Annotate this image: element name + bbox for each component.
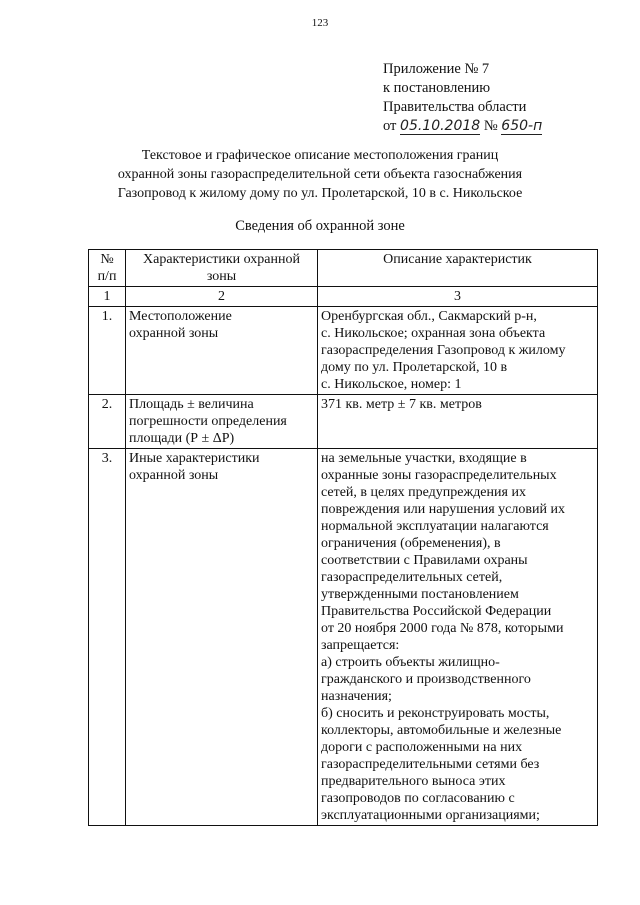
description-line: соответствии с Правилами охраны	[321, 553, 528, 568]
header-text: зоны	[206, 269, 237, 284]
description-line: эксплуатационными организациями;	[321, 808, 540, 823]
column-number: 1	[89, 287, 126, 307]
description-line: Оренбургская обл., Сакмарский р-н,	[321, 309, 537, 324]
description-line: дому по ул. Пролетарской, 10 в	[321, 360, 508, 375]
description-line: Правительства Российской Федерации	[321, 604, 552, 619]
row-characteristic	[126, 449, 318, 826]
characteristic-line: охранной зоны	[129, 326, 219, 341]
header-number	[89, 250, 126, 287]
appendix-title: Приложение № 7	[383, 61, 490, 77]
header-text: №	[100, 252, 114, 267]
row-description	[318, 449, 598, 826]
row-characteristic	[126, 307, 318, 395]
document-title	[0, 146, 640, 203]
table-body	[89, 307, 598, 826]
row-characteristic	[126, 395, 318, 449]
description-line: гражданского и производственного	[321, 672, 531, 687]
appendix-date-line	[383, 117, 542, 136]
row-description	[318, 307, 598, 395]
header-text: Описание характеристик	[383, 252, 532, 267]
description-line: предварительного выноса этих	[321, 774, 506, 789]
table-row	[89, 307, 598, 395]
description-line: охранные зоны газораспределительных	[321, 468, 557, 483]
description-line: 371 кв. метр ± 7 кв. метров	[321, 397, 482, 412]
number-label: №	[483, 118, 498, 134]
characteristic-line: погрешности определения	[129, 414, 287, 429]
description-line: утвержденными постановлением	[321, 587, 519, 602]
title-line: Текстовое и графическое описание местоположения границ	[141, 148, 499, 163]
row-description	[318, 395, 598, 449]
description-line: повреждения или нарушения условий их	[321, 502, 565, 517]
table-row	[89, 449, 598, 826]
description-line: на земельные участки, входящие в	[321, 451, 527, 466]
description-line: сетей, в целях предупреждения их	[321, 485, 526, 500]
description-line: газопроводов по согласованию с	[321, 791, 515, 806]
characteristic-line: площади (Р ± ΔР)	[129, 431, 235, 446]
description-line: газораспределения Газопровод к жилому	[321, 343, 566, 358]
description-line: б) сносить и реконструировать мосты,	[321, 706, 550, 721]
title-line: охранной зоны газораспределительной сети объекта газоснабжения	[117, 167, 523, 182]
appendix-line: к постановлению	[383, 80, 491, 96]
row-number: 2.	[89, 395, 126, 449]
header-description	[318, 250, 598, 287]
column-numbers-row	[89, 287, 598, 307]
characteristic-line: Иные характеристики	[129, 451, 260, 466]
characteristic-line: Площадь ± величина	[129, 397, 254, 412]
column-number: 3	[318, 287, 598, 307]
characteristic-line: охранной зоны	[129, 468, 219, 483]
description-line: с. Никольское, номер: 1	[321, 377, 462, 392]
page-number: 123	[311, 17, 329, 29]
column-number: 2	[126, 287, 318, 307]
title-line: Газопровод к жилому дому по ул. Пролетарской, 10 в с. Никольское	[117, 186, 523, 201]
handwritten-number: 650-п	[501, 118, 543, 134]
header-text: Характеристики охранной	[143, 252, 300, 267]
header-text: п/п	[97, 269, 117, 284]
description-line: с. Никольское; охранная зона объекта	[321, 326, 546, 341]
description-line: назначения;	[321, 689, 392, 704]
table-row	[89, 395, 598, 449]
from-label: от	[383, 118, 397, 134]
description-line: нормальной эксплуатации налагаются	[321, 519, 549, 534]
handwritten-date: 05.10.2018	[400, 118, 481, 134]
description-line: газораспределительных сетей,	[321, 570, 503, 585]
description-line: ограничения (обременения), в	[321, 536, 501, 551]
description-line: газораспределительными сетями без	[321, 757, 540, 772]
description-line: от 20 ноября 2000 года № 878, которыми	[321, 621, 564, 636]
description-line: дороги с расположенными на них	[321, 740, 523, 755]
protection-zone-table	[88, 249, 598, 826]
characteristic-line: Местоположение	[129, 309, 232, 324]
section-heading: Сведения об охранной зоне	[235, 218, 405, 234]
header-characteristic	[126, 250, 318, 287]
description-line: коллекторы, автомобильные и железные	[321, 723, 562, 738]
appendix-line: Правительства области	[383, 99, 527, 115]
description-line: запрещается:	[321, 638, 400, 653]
table-header-row	[89, 250, 598, 287]
row-number: 3.	[89, 449, 126, 826]
description-line: а) строить объекты жилищно-	[321, 655, 500, 670]
appendix-block	[383, 60, 542, 136]
row-number: 1.	[89, 307, 126, 395]
